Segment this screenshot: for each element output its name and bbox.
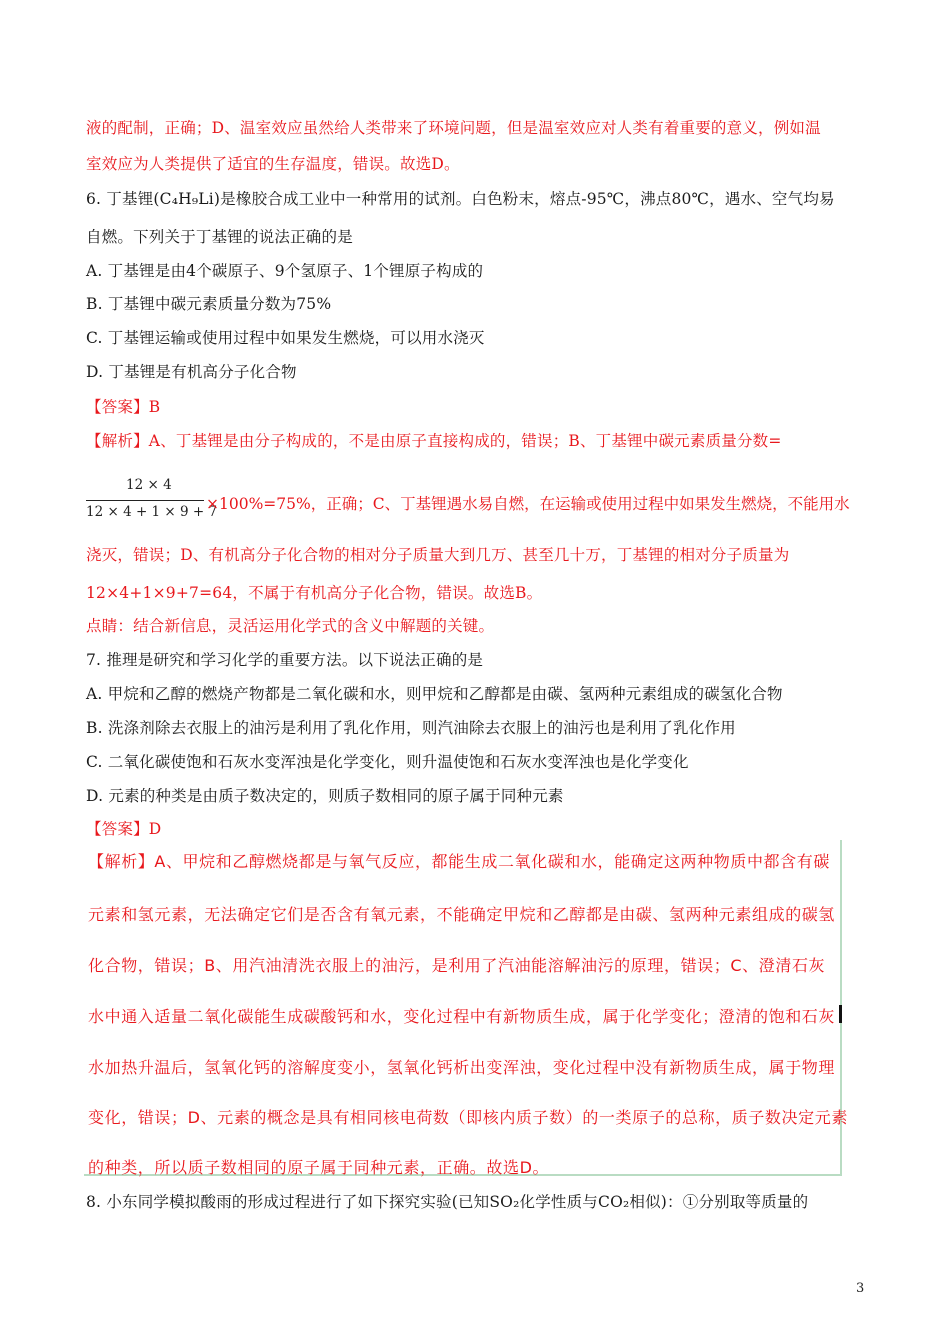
question-6-stem: 6. 丁基锂(C₄H₉Li)是橡胶合成工业中一种常用的试剂。白色粉末，熔点-95℃，沸点80℃，遇水、空气均易: [86, 190, 835, 208]
question-7-analysis: 元素和氢元素，无法确定它们是否含有氧元素，不能确定甲烷和乙醇都是由碳、氢两种元素组成的碳氢: [88, 905, 836, 924]
question-7-option-a: A. 甲烷和乙醇的燃烧产物都是二氧化碳和水，则甲烷和乙醇都是由碳、氢两种元素组成的碳氢化合物: [86, 685, 783, 703]
question-7-option-c: C. 二氧化碳使饱和石灰水变浑浊是化学变化，则升温使饱和石灰水变浑浊也是化学变化: [86, 753, 689, 771]
fraction-numerator: 12 × 4: [126, 477, 172, 493]
fraction-denominator: 12 × 4 + 1 × 9 + 7: [86, 504, 218, 520]
question-7-analysis: 化合物，错误；B、用汽油清洗衣服上的油污，是利用了汽油能溶解油污的原理，错误；C、澄清石灰: [88, 956, 826, 975]
question-8-stem: 8. 小东同学模拟酸雨的形成过程进行了如下探究实验(已知SO₂化学性质与CO₂相似)：①分别取等质量的: [86, 1193, 809, 1211]
question-6-analysis: 【解析】A、丁基锂是由分子构成的，不是由原子直接构成的，错误；B、丁基锂中碳元素质量分数=: [86, 432, 782, 450]
question-7-option-d: D. 元素的种类是由质子数决定的，则质子数相同的原子属于同种元素: [86, 787, 564, 805]
question-7-analysis: 水中通入适量二氧化碳能生成碳酸钙和水，变化过程中有新物质生成，属于化学变化；澄清的饱和石灰: [88, 1007, 836, 1026]
question-6-option-b: B. 丁基锂中碳元素质量分数为75%: [86, 295, 332, 313]
analysis-line: 室效应为人类提供了适宜的生存温度，错误。故选D。: [86, 155, 460, 173]
question-6-option-c: C. 丁基锂运输或使用过程中如果发生燃烧，可以用水浇灭: [86, 329, 485, 347]
page-number: 3: [856, 1281, 865, 1296]
question-7-analysis: 的种类，所以质子数相同的原子属于同种元素，正确。故选D。: [88, 1158, 550, 1177]
text-cursor: [839, 1005, 842, 1023]
question-6-option-d: D. 丁基锂是有机高分子化合物: [86, 363, 297, 381]
fraction-bar: [86, 500, 204, 501]
question-6-analysis: ×100%=75%，正确；C、丁基锂遇水易自燃，在运输或使用过程中如果发生燃烧，不能用水: [206, 495, 850, 513]
question-7-stem: 7. 推理是研究和学习化学的重要方法。以下说法正确的是: [86, 651, 484, 669]
analysis-line: 液的配制，正确；D、温室效应虽然给人类带来了环境问题，但是温室效应对人类有着重要的意义，例如温: [86, 119, 821, 137]
question-7-option-b: B. 洗涤剂除去衣服上的油污是利用了乳化作用，则汽油除去衣服上的油污也是利用了乳化作用: [86, 719, 736, 737]
question-6-answer: 【答案】B: [86, 398, 161, 416]
question-7-analysis: 变化，错误；D、元素的概念是具有相同核电荷数（即核内质子数）的一类原子的总称，质子数决定元素: [88, 1108, 848, 1127]
question-7-analysis: 水加热升温后，氢氧化钙的溶解度变小，氢氧化钙析出变浑浊，变化过程中没有新物质生成，属于物理: [88, 1058, 836, 1077]
question-6-analysis: 12×4+1×9+7=64，不属于有机高分子化合物，错误。故选B。: [86, 584, 543, 602]
question-6-option-a: A. 丁基锂是由4个碳原子、9个氢原子、1个锂原子构成的: [86, 262, 484, 280]
question-7-analysis: 【解析】A、甲烷和乙醇燃烧都是与氧气反应，都能生成二氧化碳和水，能确定这两种物质中都含有碳: [88, 852, 830, 871]
question-7-answer: 【答案】D: [86, 820, 162, 838]
question-6-stem: 自燃。下列关于丁基锂的说法正确的是: [86, 228, 353, 246]
question-6-tip: 点睛：结合新信息，灵活运用化学式的含义中解题的关键。: [86, 617, 495, 635]
question-6-analysis: 浇灭，错误；D、有机高分子化合物的相对分子质量大到几万、甚至几十万，丁基锂的相对分子质量为: [86, 546, 790, 564]
